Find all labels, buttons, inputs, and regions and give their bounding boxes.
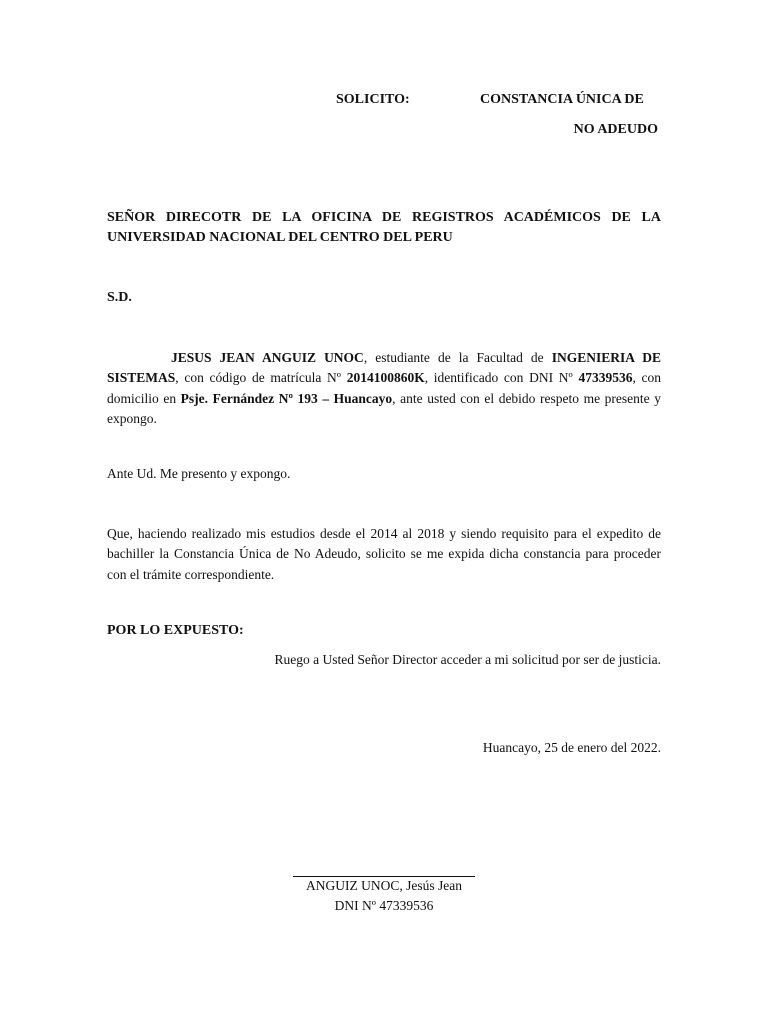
addressee-line-1: SEÑOR DIRECOTR DE LA OFICINA DE REGISTROS ACADÉMICOS DE LA [107,210,661,225]
intro-text-3: , identificado con DNI Nº [424,370,579,386]
signature-line [293,876,475,877]
intro-text-5: , ante usted con el debido respeto me presente y expongo. [107,390,661,426]
closing-request: Ruego a Usted Señor Director acceder a mi solicitud por ser de justicia. [274,652,661,667]
solicito-label: SOLICITO: [336,92,410,107]
subject-line-2: NO ADEUDO [573,122,658,137]
faculty-name: INGENIERIA DE SISTEMAS [107,350,661,386]
student-name: JESUS JEAN ANGUIZ UNOC [171,350,364,365]
enrollment-code: 2014100860K [346,370,425,386]
ante-paragraph: Ante Ud. Me presento y expongo. [107,466,291,481]
intro-text-2: , con código de matrícula Nº [175,370,347,386]
subject-line-1: CONSTANCIA ÚNICA DE [480,92,644,107]
que-paragraph: Que, haciendo realizado mis estudios desde el 2014 al 2018 y siendo requisito para el expedito de bachiller la Constancia Única de No Adeudo, solicito se me expida dicha constancia para proceder con el trámite correspondiente. [107,526,661,582]
place-date: Huancayo, 25 de enero del 2022. [482,740,661,755]
closing-heading: POR LO EXPUESTO: [107,623,244,638]
salutation: S.D. [107,290,132,305]
intro-text-1: , estudiante de la Facultad de [363,350,552,365]
dni-number: 47339536 [578,370,633,386]
addressee-line-2: UNIVERSIDAD NACIONAL DEL CENTRO DEL PERU [107,230,453,245]
home-address: Psje. Fernández Nº 193 – Huancayo [180,390,393,406]
intro-paragraph [107,348,661,429]
signatory-dni: DNI Nº 47339536 [334,898,434,913]
intro-text-4: , con domicilio en [107,370,661,406]
signatory-name: ANGUIZ UNOC, Jesús Jean [306,878,462,893]
